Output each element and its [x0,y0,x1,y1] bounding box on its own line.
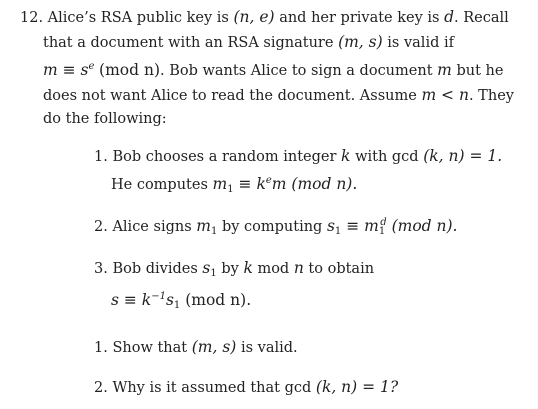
step-expr [111,291,251,309]
expr-part: s [165,291,174,309]
question-expr: (m, s) [191,338,237,356]
intro-line-2 [20,31,525,56]
intro-text: but he [456,63,504,79]
question-text: 2. Why is it assumed that gcd [94,380,312,396]
step-text: to obtain [308,261,375,277]
intro-line-4 [20,84,525,109]
intro-line-3 [20,55,525,84]
step-2 [94,211,534,243]
expr-part: ≡ m [346,217,379,235]
valid-condition-mod: (mod n) [99,61,160,79]
expr-superscript: d [380,217,387,228]
intro-text: . Bob wants Alice to sign a document [160,63,433,79]
signature-pair-expr: (m, s) [338,32,383,51]
question-2 [94,376,398,400]
intro-text: that a document with an RSA signature [43,34,334,51]
intro-line-5 [20,108,525,132]
question-1 [94,336,298,360]
expr-subscript: 1 [378,226,386,237]
step-text: 2. Alice signs [94,219,192,235]
expr-subscript: 1 [210,268,217,279]
step-var: k [341,147,351,165]
step-expr [327,217,458,235]
question-expr: (k, n) = 1? [315,378,399,396]
expr-superscript: −1 [151,291,166,302]
valid-condition-expr [43,61,94,79]
step-text: He computes [111,177,208,193]
intro-text: . Recall [454,10,509,26]
intro-text: Alice’s RSA public key is [47,10,229,26]
step-1 [94,145,534,201]
step-3 [94,257,534,317]
intro-text: and her private key is [279,10,440,26]
step-var [196,217,217,235]
intro-text: do the following: [43,111,167,127]
step-3-continuation [94,285,534,317]
step-text: mod [257,261,290,277]
step-text: 3. Bob divides [94,261,198,277]
expr-part: s [326,217,335,235]
step-text: by computing [221,219,323,235]
question-text: is valid. [240,340,298,356]
problem-statement [20,6,525,132]
intro-text: . They [468,87,514,104]
intro-line-1 [20,6,525,31]
private-key-var: d [444,8,455,26]
expr-part: (mod n). [391,217,458,235]
step-text: with gcd [355,149,419,165]
valid-condition-base: m ≡ s [43,61,89,79]
step-text: 1. Bob chooses a random integer [94,149,337,165]
intro-text: is valid if [387,34,454,51]
expr-part: s ≡ k [111,291,152,309]
step-expr [213,175,358,193]
step-text: by [221,261,239,277]
step-1-continuation [94,169,534,201]
intro-text: does not want Alice to read the document. Assume [43,87,417,104]
expr-part: m (mod n). [271,175,358,193]
valid-condition-exp: e [88,61,95,72]
step-var: n [293,259,304,277]
step-var: k [243,259,253,277]
expr-subscript: 1 [173,300,181,311]
assume-expr: m < n [421,85,469,104]
step-expr: (k, n) = 1. [423,147,503,165]
problem-number: 12. [20,10,44,26]
document-var: m [437,61,452,79]
expr-part: ≡ k [238,175,266,193]
expr-subscript: 1 [334,226,342,237]
question-text: 1. Show that [94,340,188,356]
public-key-expr: (n, e) [233,8,275,26]
expr-part: s [202,259,211,277]
expr-subscript: 1 [227,184,234,195]
expr-superscript: e [265,175,272,186]
step-var [202,259,216,277]
expr-subscript: 1 [210,226,218,237]
expr-part: (mod n). [185,291,252,309]
expr-part: m [196,217,211,235]
expr-part: m [212,175,228,193]
